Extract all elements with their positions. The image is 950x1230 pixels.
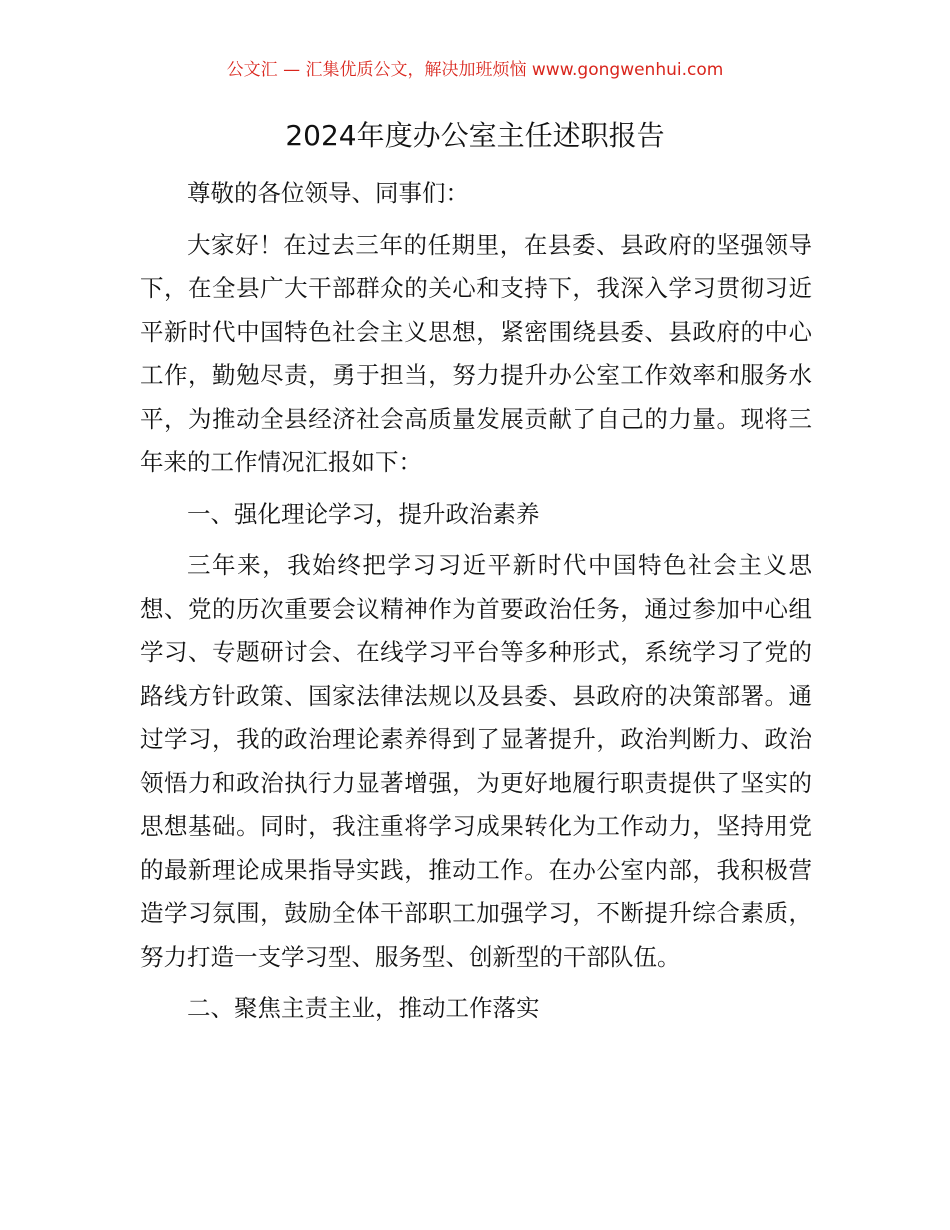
intro-paragraph: 大家好！在过去三年的任期里，在县委、县政府的坚强领导下，在全县广大干部群众的关心和支持下，我深入学习贯彻习近平新时代中国特色社会主义思想，紧密围绕县委、县政府的中心工作，勤勉尽责，勇于担当，努力提升办公室工作效率和服务水平，为推动全县经济社会高质量发展贡献了自己的力量。现将三年来的工作情况汇报如下： <box>140 230 812 476</box>
section-body-1: 三年来，我始终把学习习近平新时代中国特色社会主义思想、党的历次重要会议精神作为首要政治任务，通过参加中心组学习、专题研讨会、在线学习平台等多种形式，系统学习了党的路线方针政策、国家法律法规以及县委、县政府的决策部署。通过学习，我的政治理论素养得到了显著提升，政治判断力、政治领悟力和政治执行力显著增强，为更好地履行职责提供了坚实的思想基础。同时，我注重将学习成果转化为工作动力，坚持用党的最新理论成果指导实践，推动工作。在办公室内部，我积极营造学习氛围，鼓励全体干部职工加强学习，不断提升综合素质，努力打造一支学习型、服务型、创新型的干部队伍。 <box>140 551 812 971</box>
greeting-paragraph: 尊敬的各位领导、同事们： <box>187 179 469 207</box>
watermark-header: 公文汇 — 汇集优质公文，解决加班烦恼 www.gongwenhui.com <box>226 60 724 80</box>
document-body <box>140 172 812 1039</box>
section-heading-2: 二、聚焦主责主业，推动工作落实 <box>187 994 540 1022</box>
document-title: 2024年度办公室主任述职报告 <box>285 119 665 152</box>
section-heading-1: 一、强化理论学习，提升政治素养 <box>187 499 540 528</box>
